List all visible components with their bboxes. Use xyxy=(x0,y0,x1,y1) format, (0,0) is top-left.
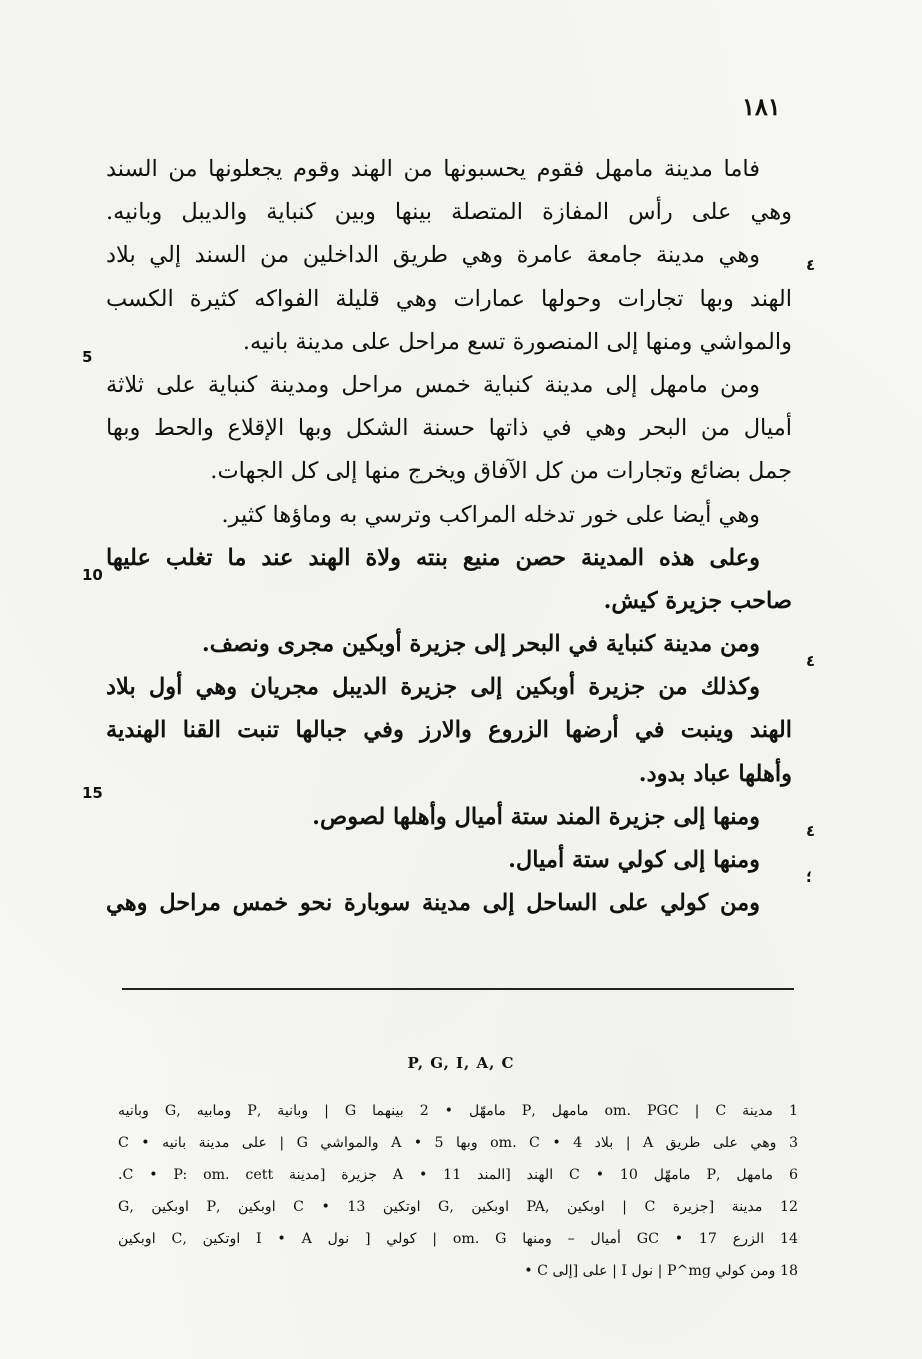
line-number-10: 10 xyxy=(82,566,103,584)
apparatus-line: 14 الزرع GC • 17 أميال – ومنها om. G | كولي [ نول I • A اوتكين ,C اوبكين xyxy=(118,1231,798,1247)
main-text-block xyxy=(106,148,792,925)
footnote-divider xyxy=(122,988,794,990)
line-number-5: 5 xyxy=(82,348,93,366)
margin-mark: ٤ xyxy=(806,652,816,670)
text-line: وأهلها عباد بدود. xyxy=(638,760,792,787)
text-line: الهند وينبت في أرضها الزروع والارز وفي جبالها تنبت القنا الهندية xyxy=(106,717,792,744)
text-line: جمل بضائع وتجارات من كل الآفاق ويخرج منها إلى كل الجهات. xyxy=(210,458,792,485)
text-line: وهي على رأس المفازة المتصلة بينها وبين كنباية والديبل وبانيه. xyxy=(106,199,792,226)
line-number-15: 15 xyxy=(82,784,103,802)
text-line: ومنها إلى كولي ستة أميال. xyxy=(508,847,760,873)
page-number: ١٨١ xyxy=(742,92,781,121)
critical-apparatus xyxy=(118,1095,798,1287)
apparatus-line: 3 وهي على طريق A | بلاد om. C • 4 وبها A • 5 والمواشي G | على مدينة بانيه • C xyxy=(118,1135,798,1151)
margin-mark: ٤ xyxy=(806,822,816,840)
text-line: وهي مدينة جامعة عامرة وهي طريق الداخلين من السند إلي بلاد xyxy=(106,242,760,269)
text-line: فاما مدينة مامهل فقوم يحسبونها من الهند وقوم يجعلونها من السند xyxy=(106,156,760,182)
text-line: أميال من البحر وهي في ذاتها حسنة الشكل وبها الإقلاع والحط وبها xyxy=(106,415,792,442)
apparatus-line: 18 ومن كولي P^mg | نول I | على [إلى C • xyxy=(524,1263,798,1279)
text-line: الهند وبها تجارات وحولها عمارات وهي قليلة الفواكه كثيرة الكسب xyxy=(106,285,792,312)
manuscript-sigla: P, G, I, A, C xyxy=(407,1054,515,1072)
text-line: وعلى هذه المدينة حصن منيع بنته ولاة الهند عند ما تغلب عليها xyxy=(106,544,760,571)
apparatus-line: 1 مدينة om. PGC | C مامهل ,P مامهّل • 2 بينهما G | وبانية ,P ومابيه ,G وبانيه xyxy=(118,1103,798,1119)
margin-mark: ٤ xyxy=(806,256,816,274)
text-line: ومن مامهل إلى مدينة كنباية خمس مراحل ومدينة كنباية على ثلاثة xyxy=(106,371,760,398)
margin-mark: ؛ xyxy=(806,868,812,886)
apparatus-line: 6 مامهل ,P مامهّل C • 10 الهند [المند A • 11 جزيرة [مدينة C • P: om. cett. xyxy=(118,1167,798,1183)
apparatus-line: 12 مدينة [جزيرة C | اوبكين ,PA اوبكين ,G اوتكين C • 13 اوبكين ,P اوبكين ,G xyxy=(118,1199,798,1215)
text-line: صاحب جزيرة كيش. xyxy=(603,587,792,614)
text-line: وهي أيضا على خور تدخله المراكب وترسي به وماؤها كثير. xyxy=(221,501,760,528)
text-line: ومن مدينة كنباية في البحر إلى جزيرة أوبكين مجرى ونصف. xyxy=(201,631,760,658)
text-line: ومن كولي على الساحل إلى مدينة سوبارة نحو خمس مراحل وهي xyxy=(106,890,760,917)
text-line: والمواشي ومنها إلى المنصورة تسع مراحل على مدينة بانيه. xyxy=(242,328,792,355)
text-line: وكذلك من جزيرة أوبكين إلى جزيرة الديبل مجريان وهي أول بلاد xyxy=(106,674,760,701)
text-line: ومنها إلى جزيرة المند ستة أميال وأهلها لصوص. xyxy=(312,803,760,830)
